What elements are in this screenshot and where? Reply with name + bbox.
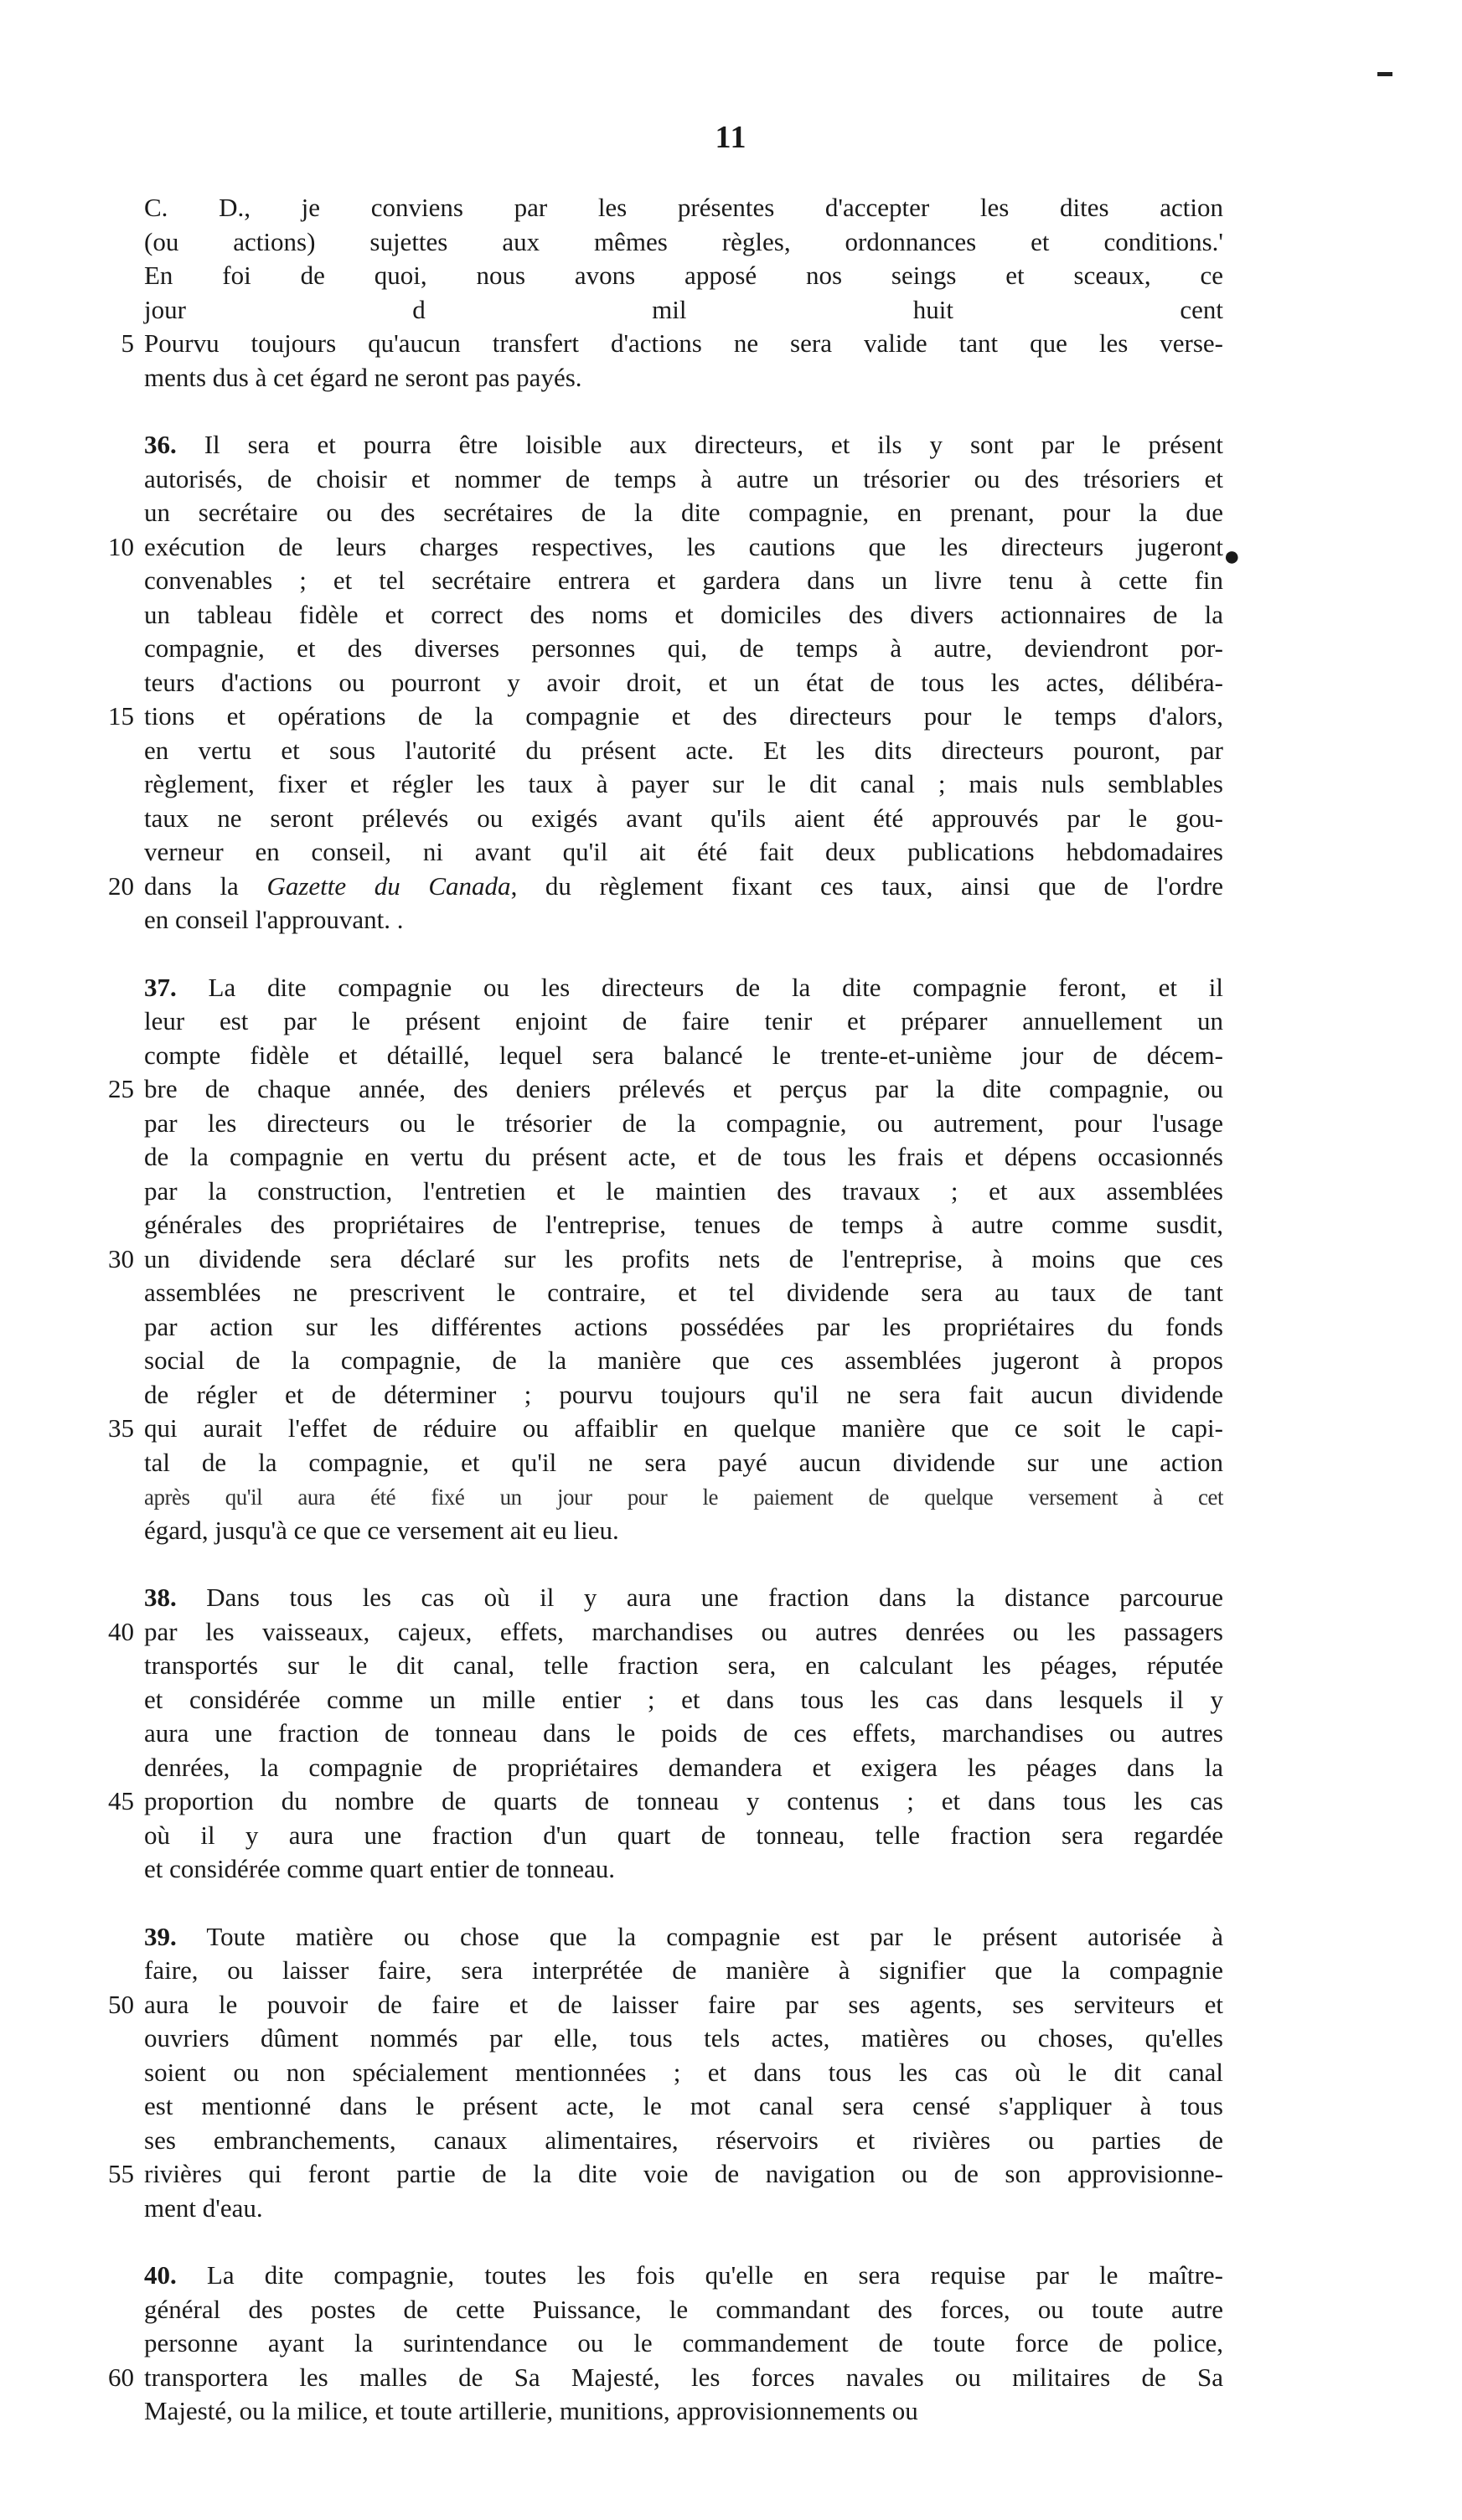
text-line bbox=[144, 1717, 1223, 1751]
line-text: teurs d'actions ou pourront y avoir droit, et un état de tous les actes, délibéra- bbox=[144, 667, 1223, 697]
text-line bbox=[144, 225, 1223, 260]
line-text: compte fidèle et détaillé, lequel sera balancé le trente-et-unième jour de décem- bbox=[144, 1040, 1223, 1070]
document-body bbox=[108, 191, 1224, 2429]
line-text: de la compagnie en vertu du présent acte, et de tous les frais et dépens occasionnés bbox=[144, 1142, 1223, 1171]
text-line bbox=[144, 666, 1223, 700]
line-text: aura le pouvoir de faire et de laisser faire par ses agents, ses serviteurs et bbox=[144, 1989, 1223, 2019]
text-line bbox=[144, 1954, 1223, 1988]
text-line bbox=[144, 462, 1223, 497]
article-number: 40. bbox=[144, 2260, 177, 2290]
paragraph-gap bbox=[144, 2225, 1223, 2259]
line-text: par action sur les différentes actions possédées par les propriétaires du fonds bbox=[144, 1311, 1223, 1341]
line-number: 35 bbox=[108, 1413, 134, 1443]
line-text: ments dus à cet égard ne seront pas payés. bbox=[144, 362, 582, 392]
line-text: Toute matière ou chose que la compagnie est par le présent autorisée à bbox=[176, 1921, 1223, 1951]
line-text: un secrétaire ou des secrétaires de la dite compagnie, en prenant, pour la due bbox=[144, 498, 1223, 527]
line-text: Pourvu toujours qu'aucun transfert d'actions ne sera valide tant que les verse- bbox=[144, 328, 1223, 358]
line-text: qui aurait l'effet de réduire ou affaiblir en quelque manière que ce soit le capi- bbox=[144, 1413, 1223, 1443]
line-number: 60 bbox=[108, 2362, 134, 2392]
line-text: dans la bbox=[144, 870, 267, 901]
text-line bbox=[144, 1683, 1223, 1717]
text-line bbox=[144, 2293, 1223, 2327]
text-line bbox=[144, 1819, 1223, 1853]
text-line bbox=[144, 734, 1223, 768]
top-dash-mark bbox=[1377, 72, 1392, 76]
line-number: 45 bbox=[108, 1786, 134, 1815]
line-number: 10 bbox=[108, 531, 134, 561]
line-text: La dite compagnie ou les directeurs de la dite compagnie feront, et il bbox=[176, 972, 1223, 1002]
line-number: 30 bbox=[108, 1243, 134, 1273]
text-line bbox=[144, 971, 1223, 1005]
text-line bbox=[108, 1242, 1223, 1277]
text-line bbox=[144, 259, 1223, 293]
line-text: après qu'il aura été fixé un jour pour le paiement de quelque versement à cet bbox=[144, 1485, 1223, 1510]
text-line bbox=[144, 1310, 1223, 1345]
text-line bbox=[144, 1479, 1223, 1514]
line-text: bre de chaque année, des deniers prélevés et perçus par la dite compagnie, ou bbox=[144, 1074, 1223, 1103]
line-text: tal de la compagnie, et qu'il ne sera payé aucun dividende sur une action bbox=[144, 1447, 1223, 1477]
text-line bbox=[108, 1412, 1223, 1446]
paragraph-gap bbox=[144, 1887, 1223, 1920]
paragraph-gap bbox=[144, 395, 1223, 428]
line-number: 15 bbox=[108, 701, 134, 731]
line-text: Dans tous les cas où il y aura une fraction dans la distance parcourue bbox=[176, 1583, 1223, 1612]
text-line bbox=[144, 496, 1223, 530]
line-number: 55 bbox=[108, 2159, 134, 2188]
article-number: 39. bbox=[144, 1921, 177, 1951]
text-line bbox=[108, 1615, 1223, 1650]
text-line bbox=[144, 2124, 1223, 2158]
line-text: générales des propriétaires de l'entreprise, tenues de temps à autre comme susdit, bbox=[144, 1210, 1223, 1239]
text-line bbox=[108, 1784, 1223, 1819]
text-line bbox=[108, 2361, 1223, 2395]
text-line bbox=[144, 1140, 1223, 1175]
text-line bbox=[144, 1344, 1223, 1378]
line-text: ses embranchements, canaux alimentaires, réservoirs et rivières ou parties de bbox=[144, 2125, 1223, 2155]
line-text: exécution de leurs charges respectives, les cautions que les directeurs jugeront bbox=[144, 531, 1223, 561]
text-line bbox=[144, 2022, 1223, 2056]
line-text: taux ne seront prélevés ou exigés avant qu'ils aient été approuvés par le gou- bbox=[144, 803, 1223, 833]
line-text: C. D., je conviens par les présentes d'accepter les dites action bbox=[144, 193, 1223, 222]
line-number: 5 bbox=[121, 328, 134, 358]
line-text: autorisés, de choisir et nommer de temps à autre un trésorier ou des trésoriers et bbox=[144, 463, 1223, 493]
line-number: 50 bbox=[108, 1989, 134, 2019]
text-line bbox=[108, 530, 1223, 565]
line-text: et considérée comme un mille entier ; et dans tous les cas dans lesquels il y bbox=[144, 1684, 1223, 1714]
text-line bbox=[108, 2157, 1223, 2192]
text-line bbox=[108, 1072, 1223, 1107]
line-text: et considérée comme quart entier de tonneau. bbox=[144, 1854, 616, 1883]
text-line bbox=[144, 1175, 1223, 1209]
text-line bbox=[144, 802, 1223, 836]
text-line bbox=[108, 1988, 1223, 2022]
line-text: tions et opérations de la compagnie et des directeurs pour le temps d'alors, bbox=[144, 701, 1223, 731]
line-text: général des postes de cette Puissance, le commandant des forces, ou toute autre bbox=[144, 2294, 1223, 2324]
line-text: jour d mil huit cent bbox=[144, 294, 1223, 324]
line-text: où il y aura une fraction d'un quart de tonneau, telle fraction sera regardée bbox=[144, 1820, 1223, 1850]
text-line bbox=[144, 2394, 1223, 2429]
paragraph-gap bbox=[144, 1547, 1223, 1581]
text-line bbox=[144, 1276, 1223, 1310]
line-text: (ou actions) sujettes aux mêmes règles, ordonnances et conditions.' bbox=[144, 226, 1223, 256]
line-text: aura une fraction de tonneau dans le poids de ces effets, marchandises ou autres bbox=[144, 1718, 1223, 1748]
line-text: Il sera et pourra être loisible aux directeurs, et ils y sont par le présent bbox=[176, 430, 1223, 459]
line-text: transportés sur le dit canal, telle fraction sera, en calculant les péages, réputée bbox=[144, 1650, 1223, 1680]
text-line bbox=[144, 564, 1223, 598]
line-text: est mentionné dans le présent acte, le mot canal sera censé s'appliquer à tous bbox=[144, 2091, 1223, 2120]
line-text: faire, ou laisser faire, sera interprétée de manière à signifier que la compagnie bbox=[144, 1955, 1223, 1985]
line-text: transportera les malles de Sa Majesté, les forces navales ou militaires de Sa bbox=[144, 2362, 1223, 2392]
line-text: proportion du nombre de quarts de tonneau y contenus ; et dans tous les cas bbox=[144, 1786, 1223, 1815]
line-text: en conseil l'approuvant. . bbox=[144, 905, 404, 934]
text-line bbox=[144, 1446, 1223, 1480]
text-line bbox=[144, 1004, 1223, 1039]
line-text: rivières qui feront partie de la dite voie de navigation ou de son approvisionne- bbox=[144, 2159, 1223, 2188]
line-text: un tableau fidèle et correct des noms et domiciles des divers actionnaires de la bbox=[144, 599, 1223, 629]
text-line bbox=[144, 1751, 1223, 1785]
line-text: compagnie, et des diverses personnes qui, de temps à autre, deviendront por- bbox=[144, 633, 1223, 663]
text-line bbox=[121, 327, 1223, 361]
line-text: La dite compagnie, toutes les fois qu'elle en sera requise par le maître- bbox=[176, 2260, 1223, 2290]
text-line bbox=[144, 191, 1223, 225]
line-text: un dividende sera déclaré sur les profits nets de l'entreprise, à moins que ces bbox=[144, 1243, 1223, 1273]
page-number: 11 bbox=[715, 120, 747, 155]
italic-title: Gazette du Canada bbox=[266, 870, 511, 901]
line-text: ment d'eau. bbox=[144, 2192, 263, 2223]
text-line bbox=[144, 767, 1223, 802]
article-number: 36. bbox=[144, 430, 177, 459]
line-number: 20 bbox=[108, 870, 134, 901]
line-text: social de la compagnie, de la manière que ces assemblées jugeront à propos bbox=[144, 1345, 1223, 1375]
text-line bbox=[144, 1852, 1223, 1887]
text-line bbox=[144, 2089, 1223, 2124]
line-text: denrées, la compagnie de propriétaires demandera et exigera les péages dans la bbox=[144, 1752, 1223, 1782]
line-text: assemblées ne prescrivent le contraire, et tel dividende sera au taux de tant bbox=[144, 1278, 1223, 1307]
line-text: égard, jusqu'à ce que ce versement ait eu lieu. bbox=[144, 1515, 619, 1545]
line-text-continued: , du règlement fixant ces taux, ainsi que de l'ordre bbox=[510, 870, 1224, 901]
line-text: verneur en conseil, ni avant qu'il ait été fait deux publications hebdomadaires bbox=[144, 837, 1223, 866]
text-line bbox=[144, 1107, 1223, 1141]
text-line bbox=[144, 293, 1223, 328]
line-text: Majesté, ou la milice, et toute artillerie, munitions, approvisionnements ou bbox=[144, 2396, 918, 2425]
text-line bbox=[144, 835, 1223, 870]
text-line bbox=[144, 428, 1223, 462]
text-line bbox=[144, 2056, 1223, 2090]
bullet-mark: ● bbox=[1223, 541, 1241, 572]
line-text: convenables ; et tel secrétaire entrera et gardera dans un livre tenu à cette fin bbox=[144, 565, 1223, 595]
line-text: soient ou non spécialement mentionnées ; et dans tous les cas où le dit canal bbox=[144, 2057, 1223, 2087]
text-line bbox=[144, 1039, 1223, 1073]
text-line bbox=[144, 903, 1223, 937]
line-number: 25 bbox=[108, 1074, 134, 1103]
text-line bbox=[144, 1581, 1223, 1615]
line-number: 40 bbox=[108, 1616, 134, 1646]
line-text: par les directeurs ou le trésorier de la compagnie, ou autrement, pour l'usage bbox=[144, 1108, 1223, 1138]
text-line bbox=[144, 1649, 1223, 1683]
line-text: de régler et de déterminer ; pourvu toujours qu'il ne sera fait aucun dividende bbox=[144, 1379, 1223, 1409]
text-line bbox=[144, 2326, 1223, 2361]
line-text: en vertu et sous l'autorité du présent acte. Et les dits directeurs pouront, par bbox=[144, 735, 1223, 765]
article-number: 37. bbox=[144, 972, 177, 1002]
text-line bbox=[144, 1514, 1223, 1548]
text-line bbox=[144, 2192, 1223, 2226]
line-text: En foi de quoi, nous avons apposé nos seings et sceaux, ce bbox=[144, 261, 1223, 290]
text-line bbox=[144, 1208, 1223, 1242]
line-text: personne ayant la surintendance ou le commandement de toute force de police, bbox=[144, 2328, 1223, 2357]
paragraph-gap bbox=[144, 937, 1223, 971]
line-text: par la construction, l'entretien et le maintien des travaux ; et aux assemblées bbox=[144, 1175, 1223, 1206]
text-line bbox=[144, 1920, 1223, 1955]
line-text: leur est par le présent enjoint de faire tenir et préparer annuellement un bbox=[144, 1006, 1223, 1035]
text-line bbox=[144, 632, 1223, 666]
article-number: 38. bbox=[144, 1583, 177, 1612]
line-text: règlement, fixer et régler les taux à payer sur le dit canal ; mais nuls semblables bbox=[144, 769, 1223, 798]
line-text: par les vaisseaux, cajeux, effets, marchandises ou autres denrées ou les passagers bbox=[144, 1616, 1223, 1646]
line-text: ouvriers dûment nommés par elle, tous tels actes, matières ou choses, qu'elles bbox=[144, 2023, 1223, 2053]
text-line bbox=[144, 1378, 1223, 1412]
text-line bbox=[108, 700, 1223, 734]
text-line bbox=[144, 598, 1223, 633]
text-line bbox=[108, 870, 1224, 904]
text-line bbox=[144, 2259, 1223, 2293]
text-line bbox=[144, 361, 1223, 395]
